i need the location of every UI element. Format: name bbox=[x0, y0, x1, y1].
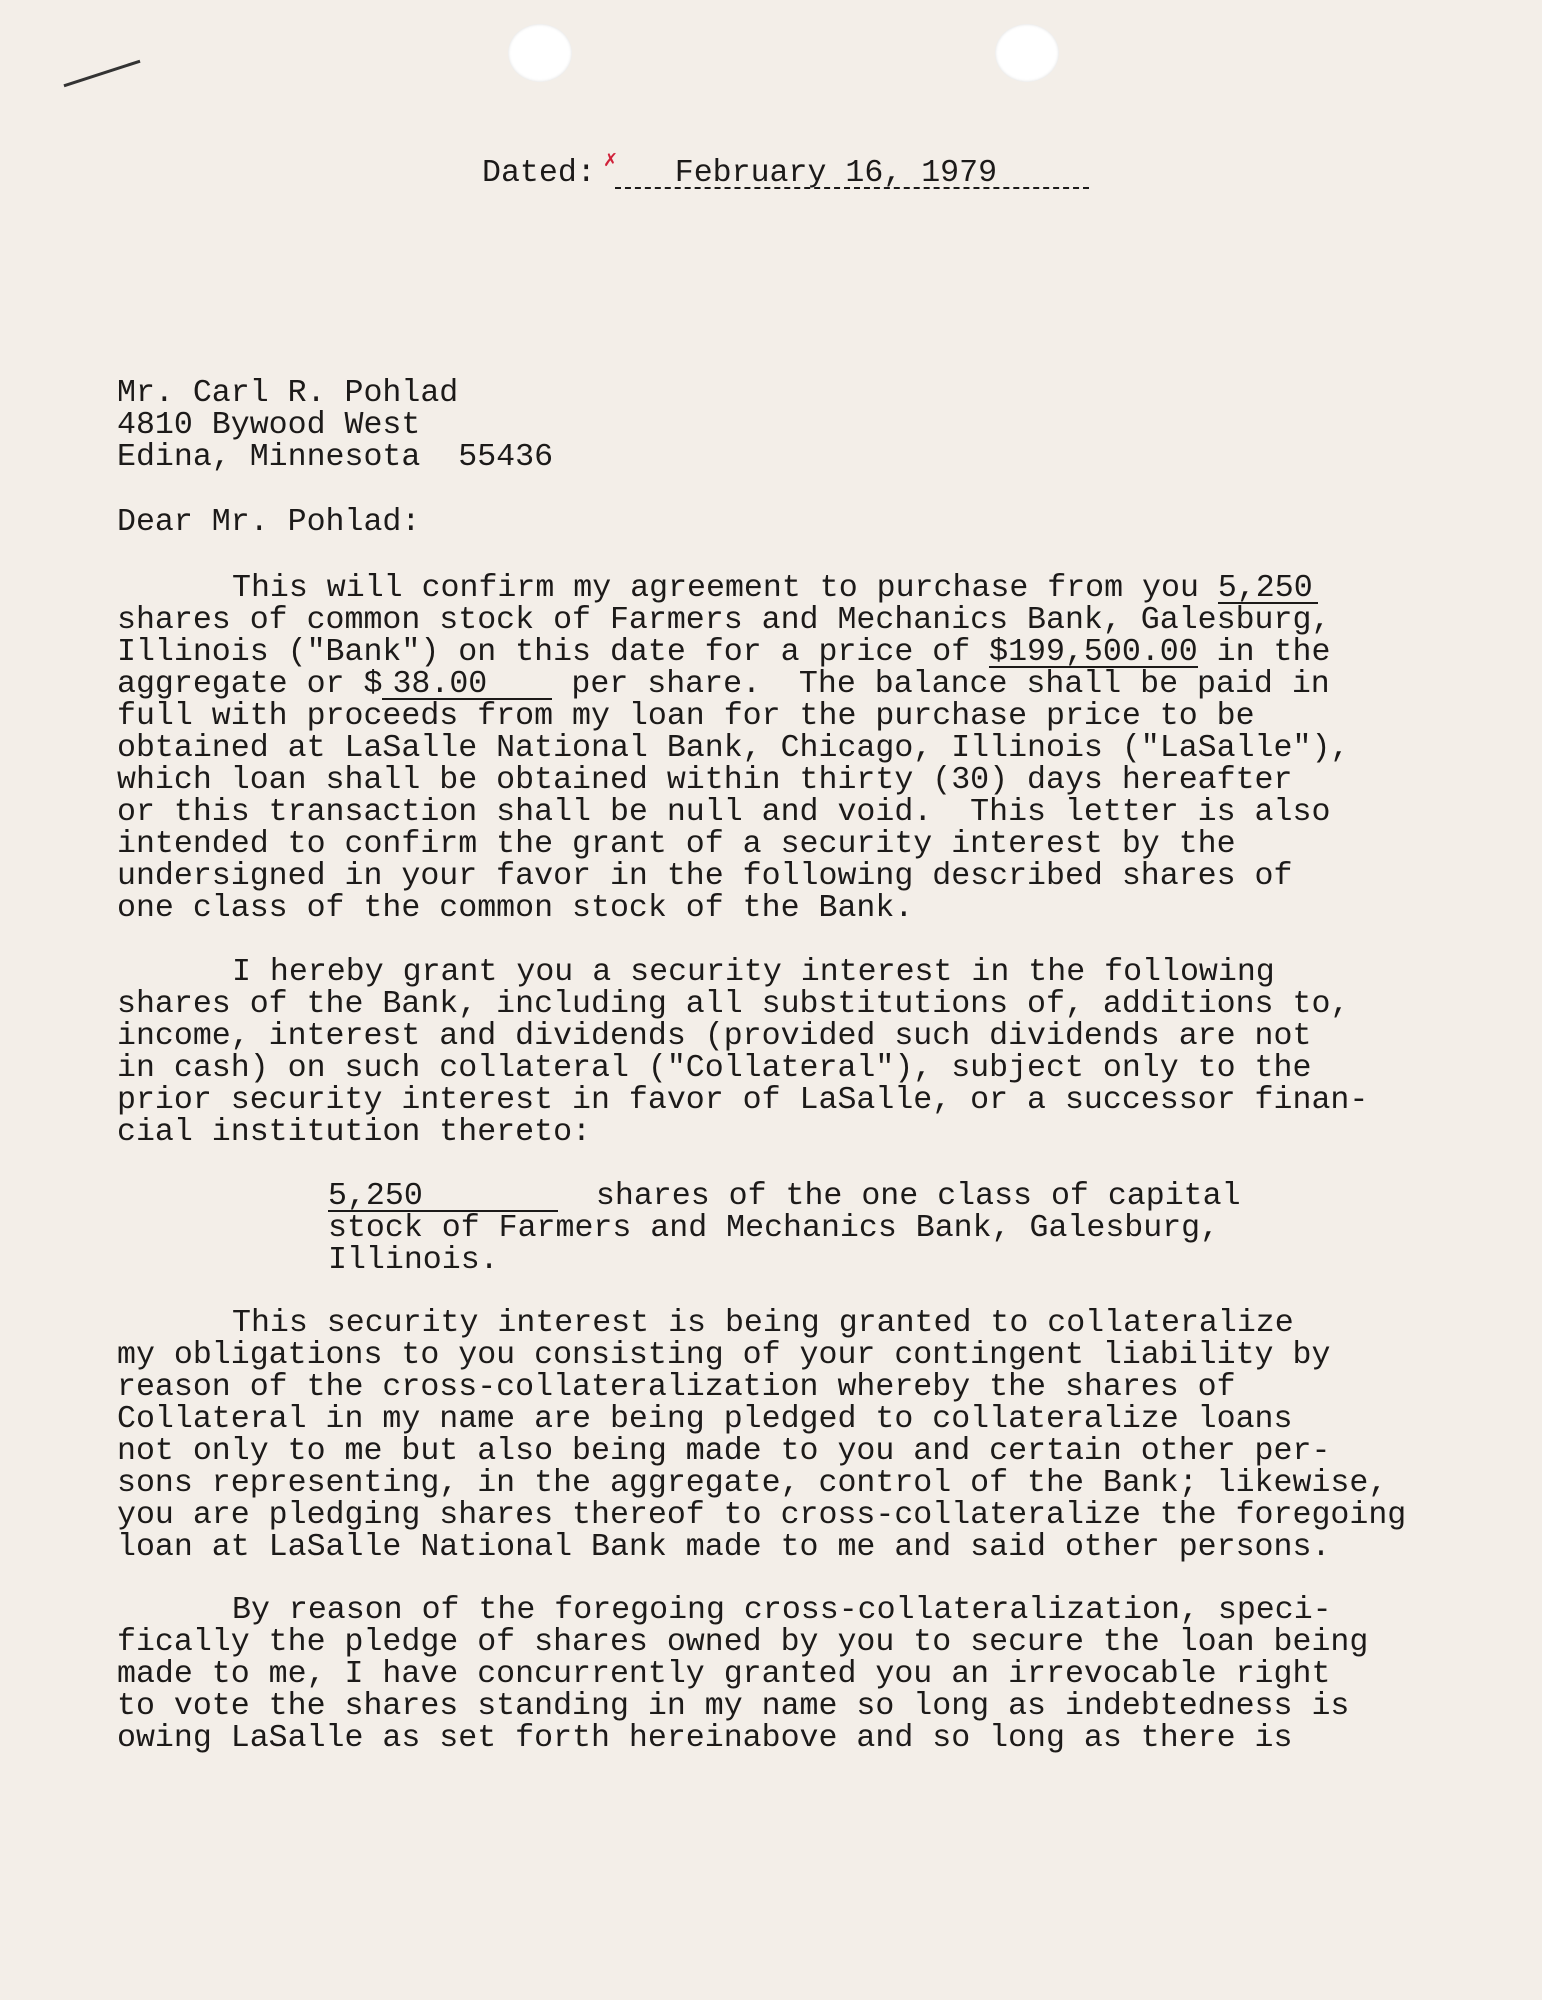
red-check-mark: ✗ bbox=[603, 150, 619, 171]
paragraph-line bbox=[117, 669, 1330, 701]
dated-label: Dated: bbox=[482, 156, 596, 191]
collateral-line: Illinois. bbox=[328, 1243, 499, 1278]
paragraph-line: income, interest and dividends (provided such dividends are not bbox=[117, 1019, 1312, 1054]
collateral-line bbox=[328, 1181, 1241, 1213]
paragraph-line: fically the pledge of shares owned by you to secure the loan being bbox=[117, 1625, 1369, 1660]
paragraph-line: obtained at LaSalle National Bank, Chicago, Illinois ("LaSalle"), bbox=[117, 731, 1350, 766]
paragraph-line: undersigned in your favor in the following described shares of bbox=[117, 859, 1293, 894]
paragraph-line: not only to me but also being made to you and certain other per- bbox=[117, 1434, 1331, 1469]
per-share-field: 38.00 bbox=[382, 672, 552, 700]
text: Illinois ("Bank") on this date for a price of bbox=[117, 635, 990, 670]
paragraph-line: intended to confirm the grant of a security interest by the bbox=[117, 827, 1236, 862]
text: shares of the one class of capital bbox=[595, 1179, 1241, 1214]
text: per share. The balance shall be paid in bbox=[552, 667, 1330, 702]
shares-field: 5,250 bbox=[1218, 576, 1318, 604]
paragraph-line: made to me, I have concurrently granted you an irrevocable right bbox=[117, 1657, 1331, 1692]
collateral-shares-field: 5,250 bbox=[328, 1184, 558, 1212]
paragraph-line: shares of common stock of Farmers and Mechanics Bank, Galesburg, bbox=[117, 603, 1331, 638]
text: in the bbox=[1197, 635, 1331, 670]
paragraph-line: in cash) on such collateral ("Collateral"), subject only to the bbox=[117, 1051, 1312, 1086]
address-line: 4810 Bywood West bbox=[117, 408, 421, 443]
paragraph-line: you are pledging shares thereof to cross-collateralize the foregoing bbox=[117, 1498, 1407, 1533]
dated-line bbox=[482, 158, 1089, 190]
paragraph-line: or this transaction shall be null and void. This letter is also bbox=[117, 795, 1331, 830]
collateral-line: stock of Farmers and Mechanics Bank, Galesburg, bbox=[328, 1211, 1220, 1246]
paragraph-line: owing LaSalle as set forth hereinabove and so long as there is bbox=[117, 1721, 1293, 1756]
paragraph-line: sons representing, in the aggregate, control of the Bank; likewise, bbox=[117, 1466, 1388, 1501]
paragraph-line: This security interest is being granted to collateralize bbox=[232, 1306, 1294, 1341]
paragraph-line: to vote the shares standing in my name so long as indebtedness is bbox=[117, 1689, 1350, 1724]
paragraph-line: Collateral in my name are being pledged to collateralize loans bbox=[117, 1402, 1293, 1437]
paragraph-line: which loan shall be obtained within thirty (30) days hereafter bbox=[117, 763, 1293, 798]
paragraph-line: shares of the Bank, including all substitutions of, additions to, bbox=[117, 987, 1350, 1022]
paragraph-line: loan at LaSalle National Bank made to me and said other persons. bbox=[117, 1530, 1331, 1565]
paragraph-line: prior security interest in favor of LaSalle, or a successor finan- bbox=[117, 1083, 1369, 1118]
text: aggregate or $ bbox=[117, 667, 383, 702]
pen-mark bbox=[63, 60, 140, 88]
dated-value: February 16, 1979 bbox=[615, 161, 1089, 189]
paragraph-line: reason of the cross-collateralization whereby the shares of bbox=[117, 1370, 1236, 1405]
salutation: Dear Mr. Pohlad: bbox=[117, 505, 421, 540]
paragraph-line: cial institution thereto: bbox=[117, 1115, 591, 1150]
paragraph-line: I hereby grant you a security interest in the following bbox=[232, 955, 1275, 990]
punch-hole-left bbox=[508, 24, 572, 82]
paragraph-line: By reason of the foregoing cross-collateralization, speci- bbox=[232, 1593, 1332, 1628]
address-line: Mr. Carl R. Pohlad bbox=[117, 376, 459, 411]
paragraph-line bbox=[117, 637, 1330, 669]
paragraph-line: one class of the common stock of the Bank. bbox=[117, 891, 914, 926]
paragraph-line bbox=[232, 573, 1318, 605]
paragraph-line: my obligations to you consisting of your contingent liability by bbox=[117, 1338, 1331, 1373]
text: This will confirm my agreement to purchase from you bbox=[232, 571, 1218, 606]
punch-hole-right bbox=[995, 24, 1059, 82]
paragraph-line: full with proceeds from my loan for the purchase price to be bbox=[117, 699, 1255, 734]
address-line: Edina, Minnesota 55436 bbox=[117, 440, 554, 475]
aggregate-price-field: $199,500.00 bbox=[989, 635, 1198, 670]
